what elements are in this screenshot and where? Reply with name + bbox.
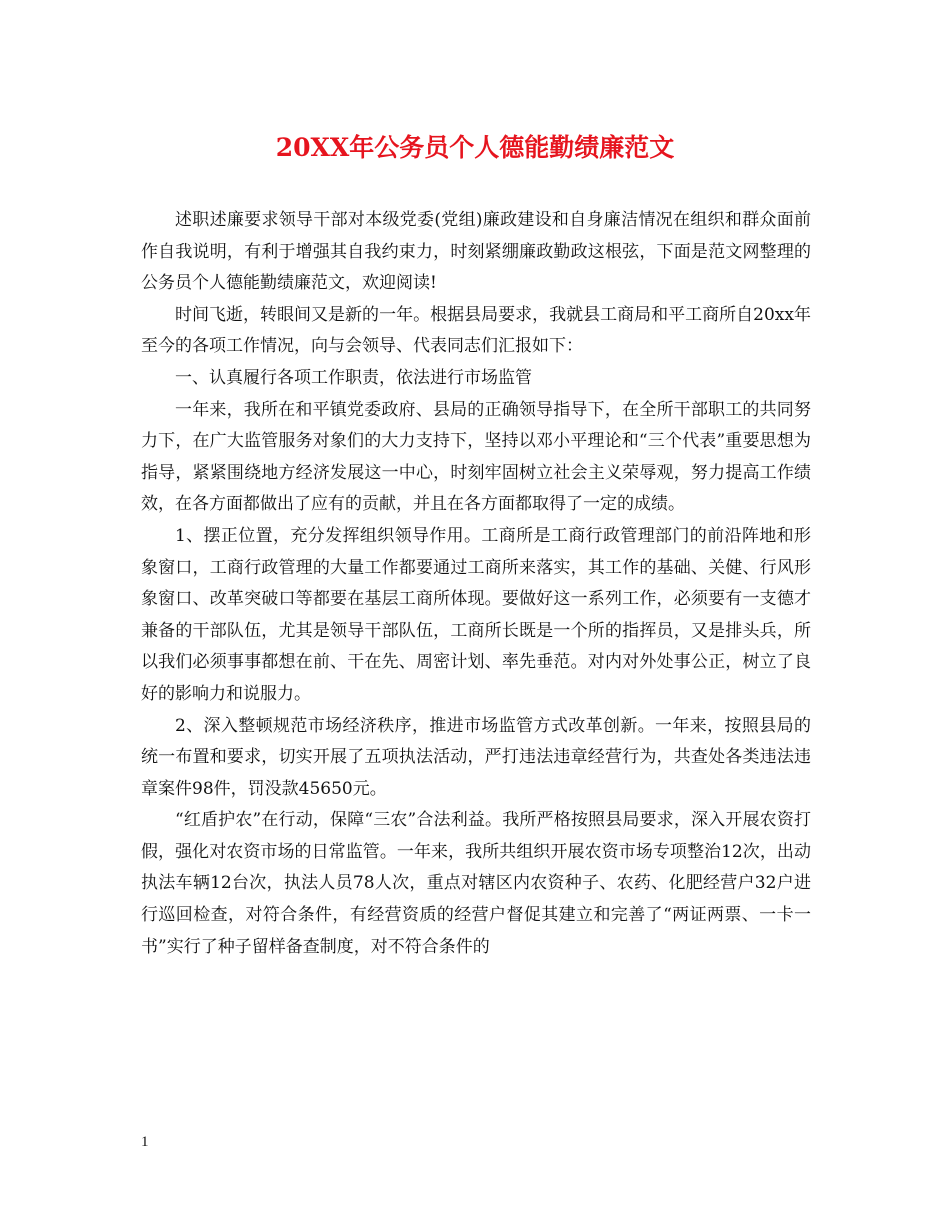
paragraph-item-2: 2、深入整顿规范市场经济秩序，推进市场监管方式改革创新。一年来，按照县局的统一布置和要求，切实开展了五项执法活动，严打违法违章经营行为，共查处各类违法违章案件98件，罚没款45650元。 — [141, 715, 811, 799]
paragraph-item-1: 1、摆正位置，充分发挥组织领导作用。工商所是工商行政管理部门的前沿阵地和形象窗口，工商行政管理的大量工作都要通过工商所来落实，其工作的基础、关健、行风形象窗口、改革突破口等都要在基层工商所体现。要做好这一系列工作，必须要有一支德才兼备的干部队伍，尤其是领导干部队伍，工商所长既是一个所的指挥员，又是排头兵，所以我们必须事事都想在前、干在先、周密计划、率先垂范。对内对外处事公正，树立了良好的影响力和说服力。 — [141, 525, 811, 704]
paragraph-red-shield: “红盾护农”在行动，保障“三农”合法利益。我所严格按照县局要求，深入开展农资打假，强化对农资市场的日常监管。一年来，我所共组织开展农资市场专项整治12次，出动执法车辆12台次，执法人员78人次，重点对辖区内农资种子、农药、化肥经营户32户进行巡回检查，对符合条件，有经营资质的经营户督促其建立和完善了“两证两票、一卡一书”实行了种子留样备查制度，对不符合条件的 — [141, 810, 811, 957]
paragraph-overview: 一年来，我所在和平镇党委政府、县局的正确领导指导下，在全所干部职工的共同努力下，在广大监管服务对象们的大力支持下，坚持以邓小平理论和“三个代表”重要思想为指导，紧紧围绕地方经济发展这一中心，时刻牢固树立社会主义荣辱观，努力提高工作绩效，在各方面都做出了应有的贡献，并且在各方面都取得了一定的成绩。 — [141, 399, 811, 515]
paragraph-intro: 述职述廉要求领导干部对本级党委(党组)廉政建设和自身廉洁情况在组织和群众面前作自我说明，有利于增强其自我约束力，时刻紧绷廉政勤政这根弦，下面是范文网整理的公务员个人德能勤绩廉范文，欢迎阅读! — [141, 210, 811, 294]
document-title: 20XX年公务员个人德能勤绩廉范文 — [275, 133, 675, 162]
document-body — [141, 205, 811, 963]
page-number: 1 — [141, 1134, 149, 1150]
section-heading-1: 一、认真履行各项工作职责，依法进行市场监管 — [175, 367, 532, 388]
paragraph-opening: 时间飞逝，转眼间又是新的一年。根据县局要求，我就县工商局和平工商所自20xx年至今的各项工作情况，向与会领导、代表同志们汇报如下： — [141, 304, 811, 357]
